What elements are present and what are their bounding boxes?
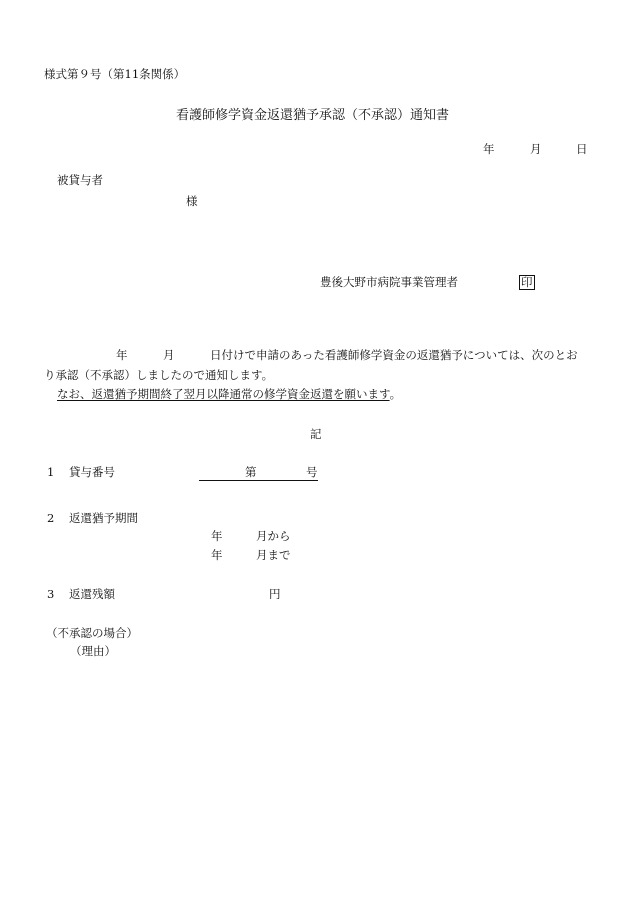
- item-3-label: 返還残額: [69, 587, 115, 601]
- loan-number-underline: [199, 480, 318, 481]
- disapproval-heading: （不承認の場合）: [46, 626, 138, 640]
- to-year: 年: [211, 548, 223, 562]
- form-reference: 様式第９号（第11条関係）: [44, 67, 186, 81]
- from-month: 月から: [256, 529, 291, 543]
- balance-unit: 円: [269, 587, 281, 601]
- item-1-label: 貸与番号: [69, 465, 115, 479]
- body-line-2: り承認（不承認）しましたので通知します。: [44, 368, 274, 382]
- date-year: 年: [483, 142, 495, 156]
- body-year: 年: [116, 348, 128, 362]
- item-1-number: 1: [47, 465, 55, 479]
- seal-mark: 印: [521, 275, 533, 289]
- item-1-go: 号: [306, 465, 318, 479]
- from-year: 年: [211, 529, 223, 543]
- item-1-dai: 第: [245, 465, 257, 479]
- body-month: 月: [163, 348, 175, 362]
- body-line-3-period: 。: [389, 387, 402, 401]
- date-month: 月: [530, 142, 542, 156]
- item-3-number: 3: [47, 587, 55, 601]
- ki-heading: 記: [310, 427, 322, 441]
- disapproval-reason: （理由）: [70, 644, 116, 658]
- body-line-3: [57, 388, 401, 402]
- document-title: 看護師修学資金返還猶予承認（不承認）通知書: [176, 108, 450, 123]
- item-2-label: 返還猶予期間: [69, 511, 138, 525]
- recipient-honorific: 様: [186, 194, 198, 208]
- to-month: 月まで: [256, 548, 291, 562]
- recipient-label: 被貸与者: [57, 173, 103, 187]
- date-day: 日: [576, 142, 588, 156]
- body-line-1: 日付けで申請のあった看護師修学資金の返還猶予については、次のとお: [210, 348, 578, 362]
- body-line-3-underlined: なお、返還猶予期間終了翌月以降通常の修学資金返還を願います: [57, 387, 390, 401]
- item-2-number: 2: [47, 511, 55, 525]
- issuer-name: 豊後大野市病院事業管理者: [320, 275, 458, 289]
